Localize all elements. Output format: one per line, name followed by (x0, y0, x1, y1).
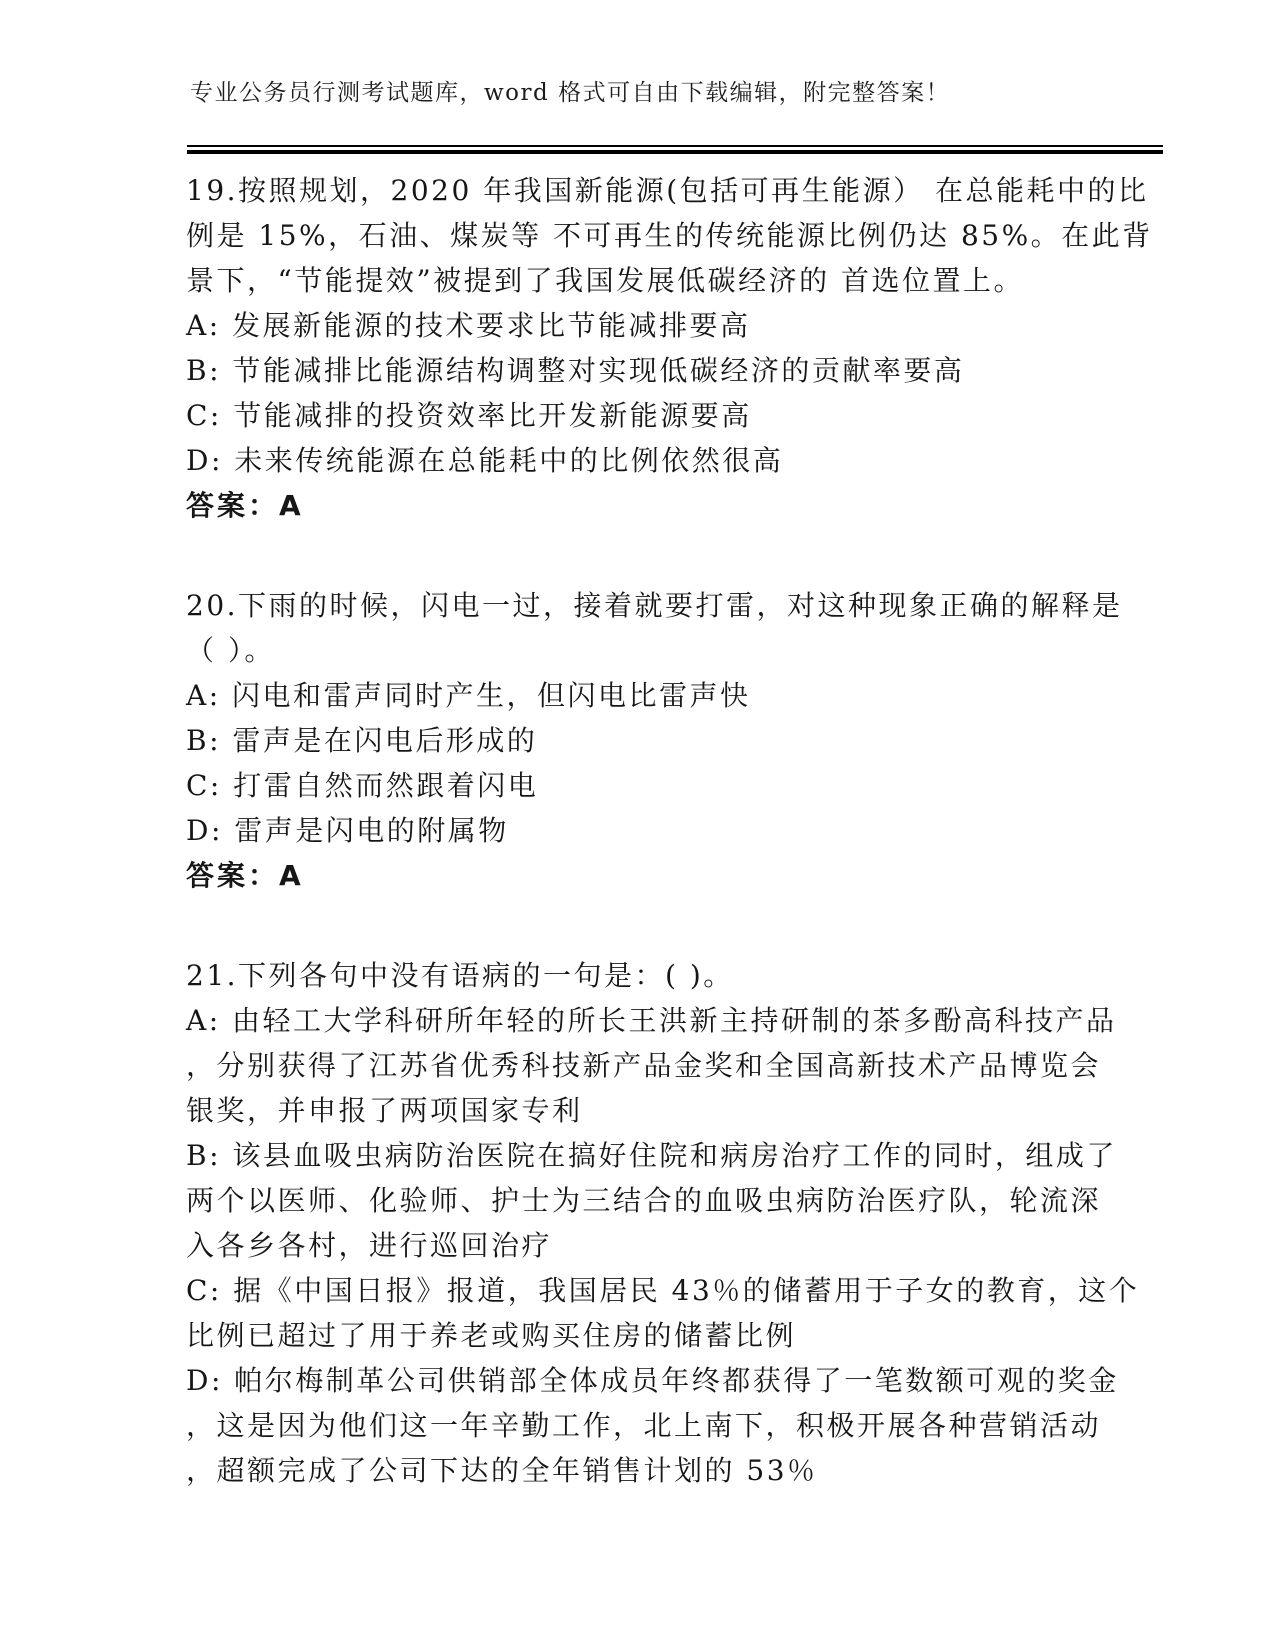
question-stem-line: 景下，“节能提效”被提到了我国发展低碳经济的 首选位置上。 (186, 264, 1025, 297)
option-line: 入各乡各村，进行巡回治疗 (186, 1229, 553, 1262)
option-line: C: 打雷自然而然跟着闪电 (186, 769, 539, 802)
option-line: A: 发展新能源的技术要求比节能减排要高 (186, 309, 751, 342)
option-line: C: 节能减排的投资效率比开发新能源要高 (186, 399, 752, 432)
answer-line: 答案：A (186, 859, 304, 892)
option-line: 银奖，并申报了两项国家专利 (186, 1094, 583, 1127)
question-block-19 (186, 168, 1153, 528)
question-stem-line: （ ）。 (186, 634, 275, 667)
question-stem-line: 例是 15%，石油、煤炭等 不可再生的传统能源比例仍达 85%。在此背 (186, 219, 1153, 252)
option-line: D: 帕尔梅制革公司供销部全体成员年终都获得了一笔数额可观的奖金 (186, 1364, 1119, 1397)
question-stem-line: 20.下雨的时候，闪电一过，接着就要打雷，对这种现象正确的解释是 (186, 589, 1123, 622)
option-line: ，超额完成了公司下达的全年销售计划的 53％ (186, 1454, 818, 1487)
answer-line: 答案：A (186, 489, 304, 522)
question-stem-line: 19.按照规划，2020 年我国新能源(包括可再生能源） 在总能耗中的比 (186, 174, 1149, 207)
option-line: ，这是因为他们这一年辛勤工作，北上南下，积极开展各种营销活动 (186, 1409, 1102, 1442)
option-line: B: 雷声是在闪电后形成的 (186, 724, 538, 757)
option-line: A: 闪电和雷声同时产生，但闪电比雷声快 (186, 679, 751, 712)
question-stem-line: 21.下列各句中没有语病的一句是：( )。 (186, 959, 734, 992)
option-line: A: 由轻工大学科研所年轻的所长王洪新主持研制的茶多酚高科技产品 (186, 1004, 1117, 1037)
question-block-21 (186, 953, 1140, 1493)
option-line: B: 节能减排比能源结构调整对实现低碳经济的贡献率要高 (186, 354, 965, 387)
option-line: 两个以医师、化验师、护士为三结合的血吸虫病防治医疗队，轮流深 (186, 1184, 1102, 1217)
option-line: D: 未来传统能源在总能耗中的比例依然很高 (186, 444, 784, 477)
option-line: B: 该县血吸虫病防治医院在搞好住院和病房治疗工作的同时，组成了 (186, 1139, 1117, 1172)
page-header-note: 专业公务员行测考试题库，word 格式可自由下载编辑，附完整答案！ (190, 80, 951, 106)
option-line: 比例已超过了用于养老或购买住房的储蓄比例 (186, 1319, 797, 1352)
option-line: D: 雷声是闪电的附属物 (186, 814, 509, 847)
option-line: C: 据《中国日报》报道，我国居民 43％的储蓄用于子女的教育，这个 (186, 1274, 1140, 1307)
question-block-20 (186, 583, 1123, 898)
header-divider-line (187, 145, 1163, 154)
document-body (186, 168, 1153, 1493)
option-line: ，分别获得了江苏省优秀科技新产品金奖和全国高新技术产品博览会 (186, 1049, 1102, 1082)
